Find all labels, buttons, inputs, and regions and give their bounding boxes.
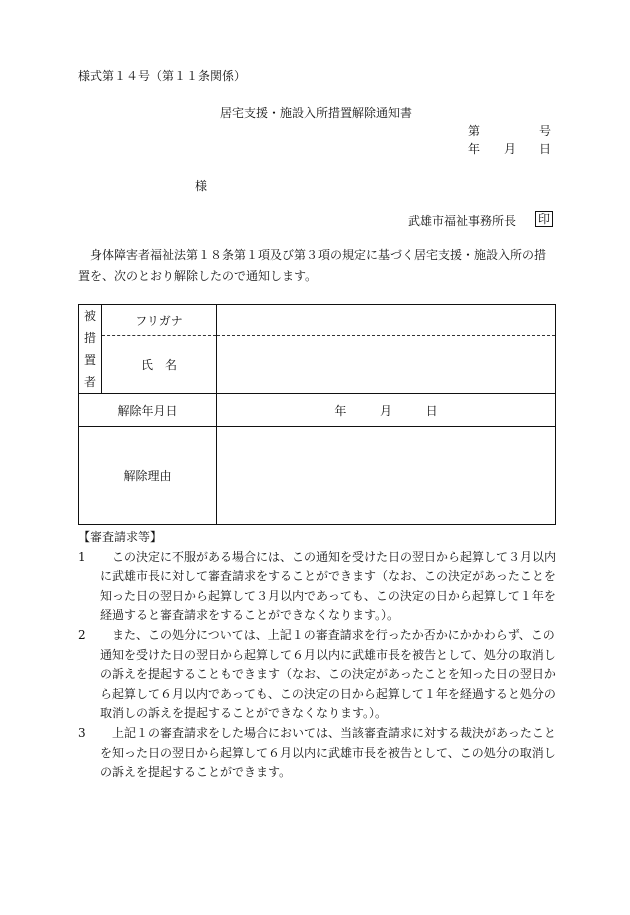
notice-table xyxy=(78,304,556,525)
release-date-year: 年 xyxy=(334,403,347,418)
note-number: 3 xyxy=(78,725,86,740)
day-label: 日 xyxy=(539,142,552,156)
form-number: 様式第１４号（第１１条関係） xyxy=(78,69,247,83)
note-text: また、この処分については、上記１の審査請求を行ったか否かにかかわらず、この通知を受けた日の翌日から起算して６月以内に武雄市長を被告として、処分の取消しの訴えを提起することもできます（なお、この決定があったことを知った日の翌日から起算して６月以内であっても、この決定の日から起算して１年を経過すると処分の取消しの訴えを提起することができなくなります。）。 xyxy=(100,627,556,721)
seal-mark: 印 xyxy=(535,211,553,227)
notes-heading: 【審査請求等】 xyxy=(78,530,163,544)
appeal-notes xyxy=(78,528,558,783)
note-item xyxy=(78,724,558,783)
issuer-name: 武雄市福祉事務所長 xyxy=(408,214,517,228)
note-text: 上記１の審査請求をした場合においては、当該審査請求に対する裁決があったことを知った日の翌日から起算して６月以内に武雄市長を被告として、この処分の取消しの訴えを提起することができます。 xyxy=(100,725,556,780)
note-text: この決定に不服がある場合には、この通知を受けた日の翌日から起算して３月以内に武雄市長に対して審査請求をすることができます（なお、この決定があったことを知った日の翌日から起算して３月以内であっても、この決定の日から起算して１年を経過すると審査請求をすることができなくなります。）。 xyxy=(100,549,557,623)
note-number: 1 xyxy=(78,549,86,564)
note-item xyxy=(78,626,558,724)
note-item xyxy=(78,548,558,626)
subject-char: 被 xyxy=(83,309,96,323)
intro-paragraph: 身体障害者福祉法第１８条第１項及び第３項の規定に基づく居宅支援・施設入所の措置を、次のとおり解除したので通知します。 xyxy=(78,248,547,283)
subject-char: 置 xyxy=(83,353,96,367)
release-date-label: 解除年月日 xyxy=(79,394,217,427)
release-date-month: 月 xyxy=(379,403,392,418)
subject-label xyxy=(79,305,102,394)
year-label: 年 xyxy=(468,142,481,156)
subject-char: 者 xyxy=(83,375,96,389)
name-label: 氏 名 xyxy=(102,336,217,394)
release-reason-label: 解除理由 xyxy=(79,427,217,525)
release-reason-field[interactable] xyxy=(217,427,556,525)
release-date-day: 日 xyxy=(425,403,438,418)
name-field[interactable] xyxy=(217,336,556,394)
document-title: 居宅支援・施設入所措置解除通知書 xyxy=(220,106,413,120)
addressee-sama: 様 xyxy=(195,179,208,193)
furigana-field[interactable] xyxy=(217,305,556,336)
release-date-field[interactable] xyxy=(217,394,556,427)
month-label: 月 xyxy=(504,142,517,156)
subject-char: 措 xyxy=(83,331,96,345)
furigana-label: フリガナ xyxy=(102,305,217,336)
go-label: 号 xyxy=(539,124,552,138)
note-number: 2 xyxy=(78,627,86,642)
dai-label: 第 xyxy=(468,124,481,138)
